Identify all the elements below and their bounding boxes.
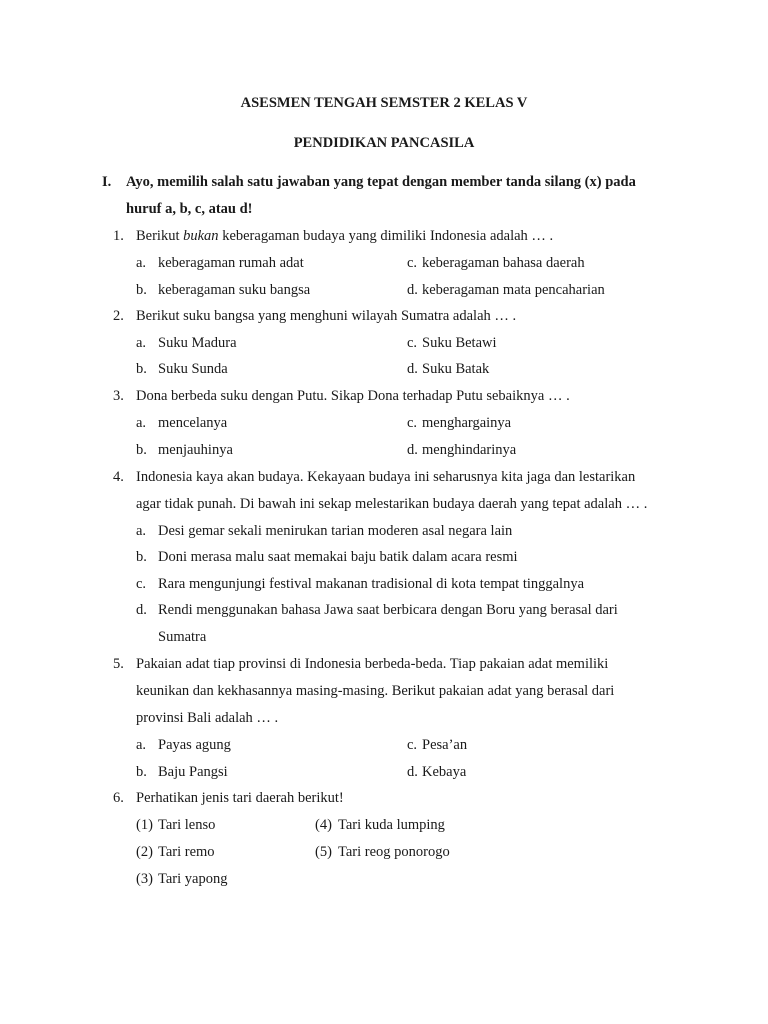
question-text: Indonesia kaya akan budaya. Kekayaan budaya ini seharusnya kita jaga dan lestarikan xyxy=(136,469,636,485)
option-letter: c. xyxy=(136,576,147,592)
question-number: 6. xyxy=(113,790,124,806)
page-subtitle: PENDIDIKAN PANCASILA xyxy=(293,135,475,151)
option-letter: d. xyxy=(407,764,418,780)
question-text: Berikut suku bangsa yang menghuni wilayah Sumatra adalah … . xyxy=(136,308,517,324)
question-number: 3. xyxy=(113,388,124,404)
page-title: ASESMEN TENGAH SEMSTER 2 KELAS V xyxy=(240,95,528,111)
option-letter: a. xyxy=(136,415,147,431)
question-text: Berikut bukan keberagaman budaya yang dimiliki Indonesia adalah … . xyxy=(136,228,554,244)
option-text: mencelanya xyxy=(158,415,228,431)
option-text: Payas agung xyxy=(158,737,231,753)
question-text: Perhatikan jenis tari daerah berikut! xyxy=(136,790,344,806)
option-text: Doni merasa malu saat memakai baju batik dalam acara resmi xyxy=(158,549,518,565)
question-text: provinsi Bali adalah … . xyxy=(136,710,279,726)
option-text-continuation: Sumatra xyxy=(158,629,207,645)
question-text: Pakaian adat tiap provinsi di Indonesia berbeda-beda. Tiap pakaian adat memiliki xyxy=(136,656,609,672)
option-text: keberagaman bahasa daerah xyxy=(422,255,585,271)
option-letter: c. xyxy=(407,737,418,753)
option-letter: b. xyxy=(136,282,147,298)
option-letter: d. xyxy=(407,282,418,298)
dance-item-number: (1) xyxy=(136,817,153,833)
option-letter: a. xyxy=(136,523,147,539)
option-text: menjauhinya xyxy=(158,442,233,458)
dance-item-number: (5) xyxy=(315,844,332,860)
option-text: keberagaman suku bangsa xyxy=(158,282,311,298)
question-number: 5. xyxy=(113,656,124,672)
option-letter: d. xyxy=(407,442,418,458)
dance-item-text: Tari kuda lumping xyxy=(338,817,445,833)
option-letter: d. xyxy=(136,602,147,618)
option-text: Rendi menggunakan bahasa Jawa saat berbicara dengan Boru yang berasal dari xyxy=(158,602,618,618)
option-letter: c. xyxy=(407,255,418,271)
question-text: Dona berbeda suku dengan Putu. Sikap Dona terhadap Putu sebaiknya … . xyxy=(136,388,570,404)
question-text: agar tidak punah. Di bawah ini sekap melestarikan budaya daerah yang tepat adalah … . xyxy=(136,496,648,512)
option-text: menghargainya xyxy=(422,415,512,431)
section-instruction-line1: Ayo, memilih salah satu jawaban yang tepat dengan member tanda silang (x) pada xyxy=(126,174,636,190)
option-text: Baju Pangsi xyxy=(158,764,228,780)
dance-item-number: (2) xyxy=(136,844,153,860)
option-text: Suku Sunda xyxy=(158,361,228,377)
option-text: Pesa’an xyxy=(422,737,468,753)
question-text: keunikan dan kekhasannya masing-masing. Berikut pakaian adat yang berasal dari xyxy=(136,683,615,699)
option-letter: b. xyxy=(136,764,147,780)
dance-item-text: Tari reog ponorogo xyxy=(338,844,450,860)
option-text: Suku Betawi xyxy=(422,335,497,351)
question-number: 1. xyxy=(113,228,124,244)
option-letter: b. xyxy=(136,549,147,565)
option-text: menghindarinya xyxy=(422,442,517,458)
option-text: Desi gemar sekali menirukan tarian moderen asal negara lain xyxy=(158,523,513,539)
option-letter: b. xyxy=(136,442,147,458)
option-letter: a. xyxy=(136,255,147,271)
option-text: keberagaman rumah adat xyxy=(158,255,304,271)
option-letter: a. xyxy=(136,335,147,351)
section-numeral: I. xyxy=(102,174,112,190)
option-letter: a. xyxy=(136,737,147,753)
option-letter: b. xyxy=(136,361,147,377)
section-instruction-line2: huruf a, b, c, atau d! xyxy=(126,201,253,217)
question-number: 2. xyxy=(113,308,124,324)
option-text: Kebaya xyxy=(422,764,467,780)
dance-item-text: Tari remo xyxy=(158,844,215,860)
dance-item-number: (3) xyxy=(136,871,153,887)
option-letter: d. xyxy=(407,361,418,377)
option-text: keberagaman mata pencaharian xyxy=(422,282,605,298)
question-number: 4. xyxy=(113,469,124,485)
option-text: Rara mengunjungi festival makanan tradisional di kota tempat tinggalnya xyxy=(158,576,585,592)
option-letter: c. xyxy=(407,335,418,351)
emphasis-bukan: bukan xyxy=(183,228,219,244)
dance-item-number: (4) xyxy=(315,817,332,833)
dance-item-text: Tari yapong xyxy=(158,871,228,887)
option-letter: c. xyxy=(407,415,418,431)
option-text: Suku Madura xyxy=(158,335,237,351)
dance-item-text: Tari lenso xyxy=(158,817,216,833)
option-text: Suku Batak xyxy=(422,361,490,377)
